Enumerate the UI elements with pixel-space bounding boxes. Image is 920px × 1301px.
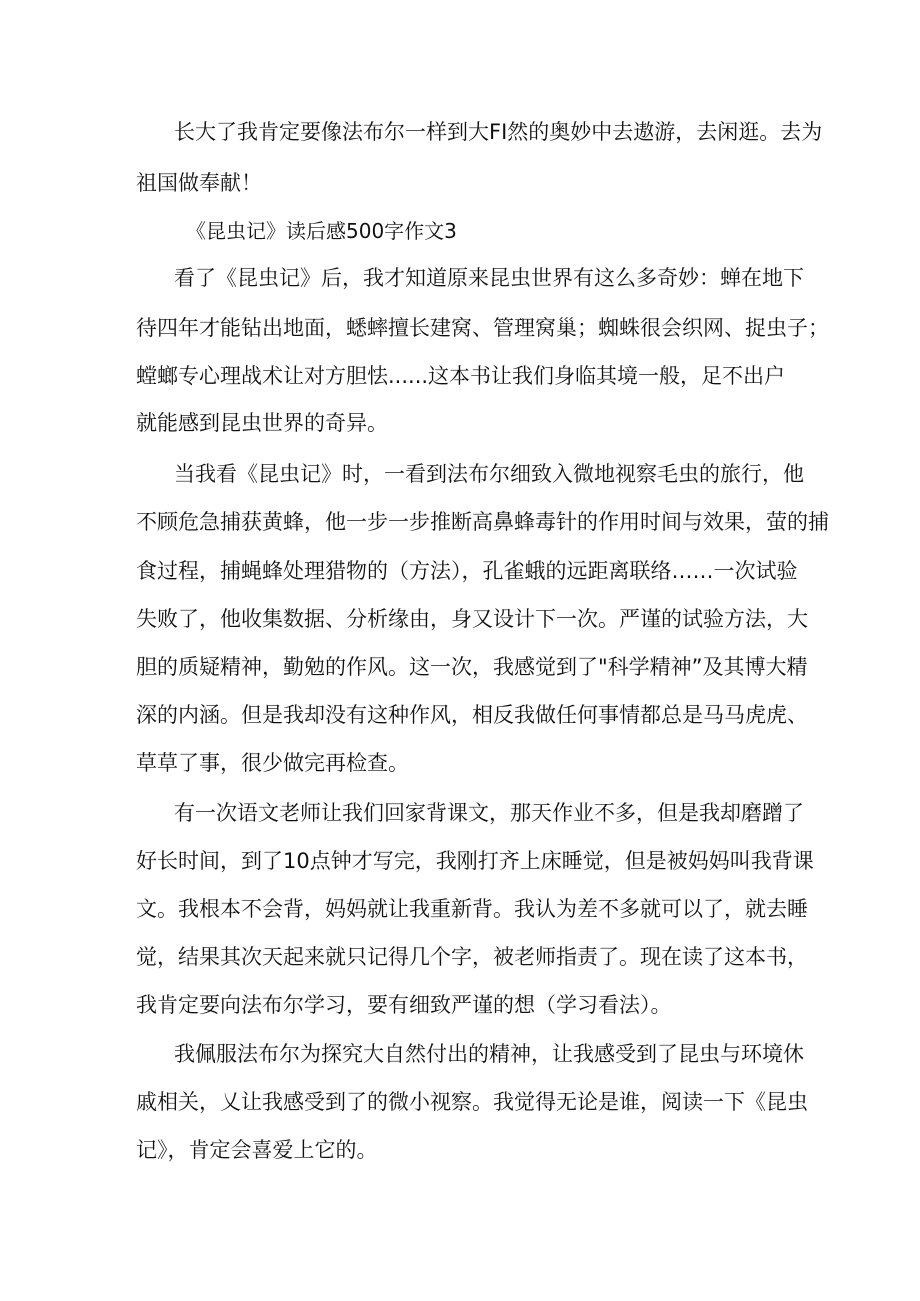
paragraph-2-line-1: 当我看《昆虫记》时，一看到法布尔细致入微地视察毛虫的旅行，他: [174, 462, 804, 486]
paragraph-4-line-3: 记》，肯定会喜爱上它的。: [136, 1138, 378, 1162]
paragraph-1-line-3: 螳螂专心理战术让对方胆怯......这本书让我们身临其境一般，足不出户: [136, 364, 786, 388]
paragraph-4-line-2: 戚相关，乂让我感受到了的微小视察。我觉得无论是谁，阅读一下《昆虫: [136, 1090, 808, 1114]
paragraph-3-line-2: 好长时间，到了10点钟才写完，我刚打齐上床睡觉，但是被妈妈叫我背课: [136, 849, 814, 873]
paragraph-3-line-3: 文。我根本不会背，妈妈就让我重新背。我认为差不多就可以了，就去睡: [136, 897, 808, 921]
intro-line-2: 祖国做奉献！: [136, 171, 262, 195]
paragraph-2-line-2: 不顾危急捕获黄蜂，他一步一步推断高鼻蜂毒针的作用时间与效果，萤的捕: [136, 510, 829, 534]
essay-heading: 《昆虫记》读后感500字作文3: [186, 219, 457, 243]
paragraph-3-line-5: 我肯定要向法布尔学习，要有细致严谨的想（学习看法）。: [136, 993, 672, 1017]
paragraph-3-line-1: 有一次语文老师让我们回家背课文，那天作业不多，但是我却磨蹭了: [174, 801, 804, 825]
paragraph-2-line-6: 深的内涵。但是我却没有这种作风，相反我做任何事情都总是马马虎虎、: [136, 703, 808, 727]
paragraph-2-line-3: 食过程，捕蝇蜂处理猎物的（方法），孔雀蛾的远距离联络……一次试验: [136, 559, 798, 583]
paragraph-2-line-5: 胆的质疑精神，勤勉的作风。这一次，我感觉到了"科学精神”及其博大精: [136, 655, 808, 679]
paragraph-4-line-1: 我佩服法布尔为探究大自然付出的精神，让我感受到了昆虫与环境休: [174, 1042, 804, 1066]
paragraph-1-line-2: 待四年才能钻出地面，蟋蟀擅长建窝、管理窝巢；蜘蛛很会织网、捉虫子；: [136, 316, 829, 340]
paragraph-2-line-7: 草草了事，很少做完再检查。: [136, 751, 409, 775]
paragraph-1-line-4: 就能感到昆虫世界的奇异。: [136, 411, 388, 435]
paragraph-2-line-4: 失败了，他收集数据、分析缘由，身又设计下一次。严谨的试验方法，大: [136, 607, 808, 631]
intro-line-1: 长大了我肯定要像法布尔一样到大FI然的奥妙中去遨游，去闲逛。去为: [174, 120, 823, 144]
paragraph-3-line-4: 觉，结果其次天起来就只记得几个字，被老师指责了。现在读了这本书，: [136, 945, 808, 969]
paragraph-1-line-1: 看了《昆虫记》后，我才知道原来昆虫世界有这么多奇妙：蝉在地下: [174, 266, 804, 290]
